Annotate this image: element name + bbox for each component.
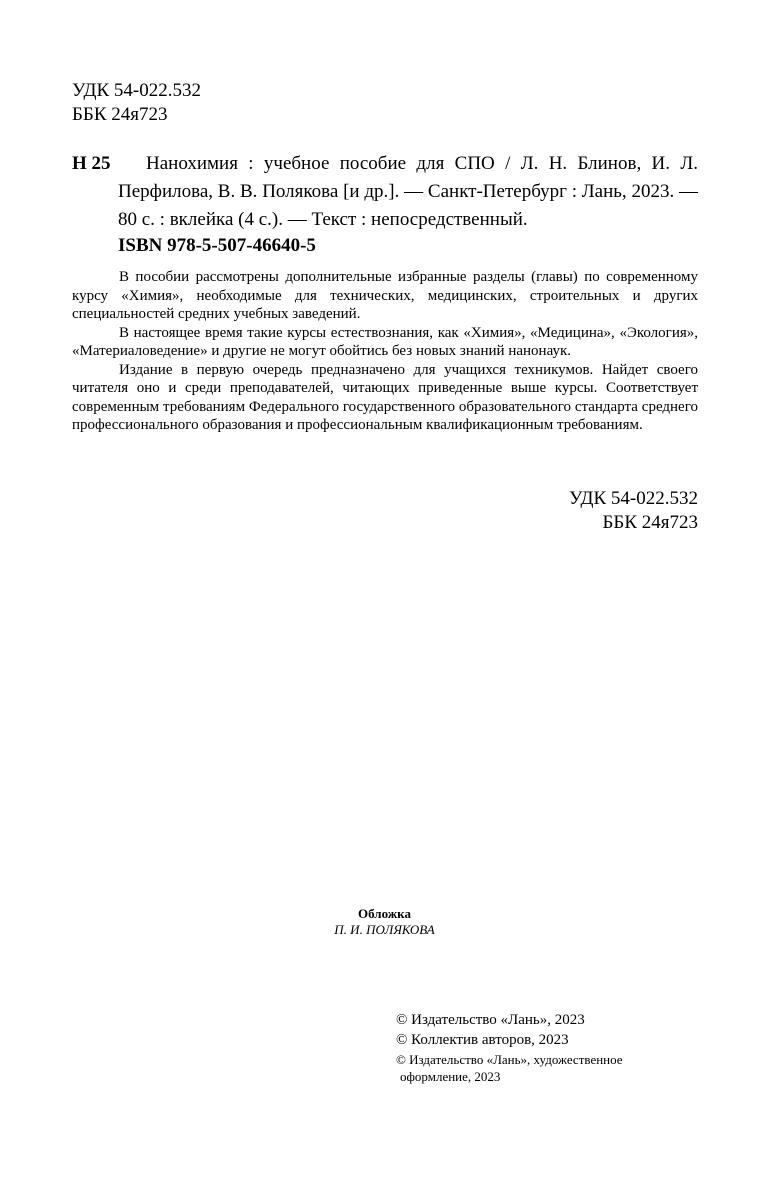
copyright-line-authors: © Коллектив авторов, 2023 (396, 1032, 569, 1048)
cover-title: Обложка (358, 906, 411, 921)
copyright-line-publisher: © Издательство «Лань», 2023 (396, 1012, 585, 1028)
author-mark: Н 25 (72, 153, 111, 174)
isbn: ISBN 978-5-507-46640-5 (118, 235, 316, 256)
cover-credit (0, 906, 769, 938)
copyright-line-design-year: оформление, 2023 (400, 1069, 501, 1084)
cover-author: П. И. ПОЛЯКОВА (334, 922, 435, 937)
annotation-paragraph-3: Издание в первую очередь предназначено для учащихся техникумов. Найдет своего читателя оно и среди преподавателей, читающих приведенные выше курсы. Соответствует современным требованиям Федерального государственного образовательного стандарта среднего профессионального образования и профессиональным квалификационным требованиям. (72, 361, 698, 433)
bbk-code-footer: ББК 24я723 (602, 512, 698, 533)
udk-code: УДК 54-022.532 (72, 80, 201, 101)
annotation-paragraph-1: В пособии рассмотрены дополнительные избранные разделы (главы) по современному курсу «Химия», необходимые для технических, медицинских, строительных и других специальностей средних учебных заведений. (72, 269, 698, 322)
bibliographic-entry-text: Нанохимия : учебное пособие для СПО / Л. Н. Блинов, И. Л. Перфилова, В. В. Полякова [и др.]. — Санкт-Петербург : Лань, 2023. — 80 с. : вклейка (4 с.). — Текст : непосредственный. (118, 153, 698, 230)
copyright-block (396, 1010, 623, 1085)
bibliographic-entry (118, 150, 698, 234)
udk-code-footer: УДК 54-022.532 (569, 488, 698, 509)
annotation (72, 268, 698, 435)
udk-footer (569, 487, 698, 535)
bbk-code: ББК 24я723 (72, 104, 168, 125)
copyright-line-design: © Издательство «Лань», художественное (396, 1052, 623, 1067)
annotation-paragraph-2: В настоящее время такие курсы естествознания, как «Химия», «Медицина», «Экология», «Материаловедение» и другие не могут обойтись без новых знаний нанонаук. (72, 324, 698, 359)
udk-header (72, 79, 201, 127)
